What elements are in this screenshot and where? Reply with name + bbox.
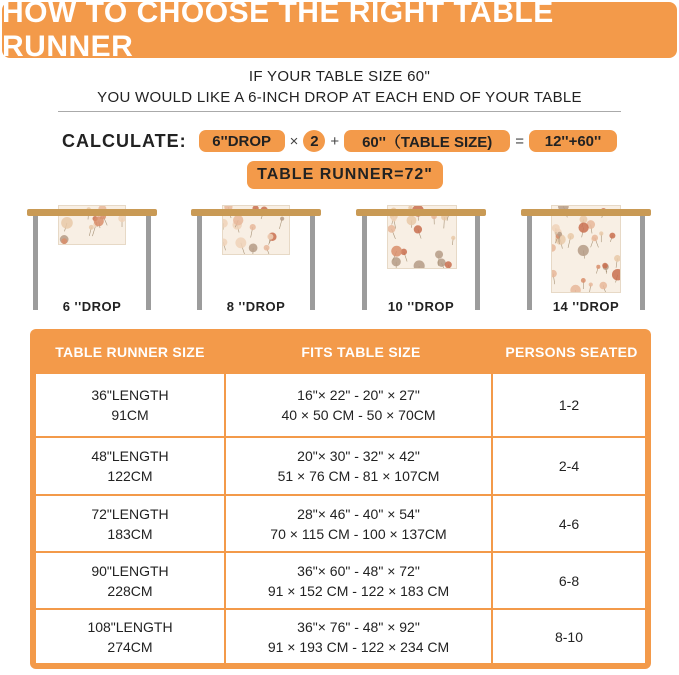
runner-size-cell [36,438,224,494]
intro-line-1: IF YOUR TABLE SIZE 60" [248,68,431,85]
drop-label: 14 ''DROP [552,299,620,314]
runner-length-in: 36"LENGTH [91,387,169,403]
flower [581,278,586,283]
flower [599,231,603,235]
flower [589,282,593,286]
flower [612,269,620,280]
flower [249,244,258,253]
flower [61,238,67,244]
runner-length-in: 72"LENGTH [91,505,169,522]
persons-seated: 4-6 [558,515,580,532]
persons-cell [493,438,645,494]
drop-label: 10 ''DROP [387,299,455,314]
drop-label: 8 ''DROP [226,299,286,314]
drop-illustration [27,205,157,315]
fits-size-cell [226,496,491,551]
divider [58,111,621,112]
header-runner-size: TABLE RUNNER SIZE [55,343,205,360]
persons-cell [493,374,645,436]
flower [445,261,452,268]
plus-sign: + [330,132,340,150]
calculation [62,128,617,154]
flower [580,216,588,224]
table-leg [475,216,480,310]
persons-cell [493,553,645,608]
runner-length-cm: 91CM [111,407,149,423]
flower [414,225,422,233]
flower [435,251,443,259]
flower [552,270,557,277]
persons-seated: 8-10 [554,628,584,645]
flower [570,285,581,292]
flower [264,245,270,251]
flower [567,233,574,240]
persons-cell [493,610,645,663]
fits-size-cm: 91 × 152 CM - 122 × 183 CM [267,582,450,599]
table-top [27,209,157,216]
flower [250,224,256,230]
drop-illustration [191,205,321,315]
flower [602,263,608,269]
runner-size-cell [36,553,224,608]
flower [61,217,73,229]
flower [280,217,284,221]
flower [592,235,598,241]
intro-line-2: YOU WOULD LIKE A 6-INCH DROP AT EACH END OF YOUR TABLE [97,89,582,106]
fits-size-cell [226,438,491,494]
table-leg [527,216,532,310]
flower [599,282,607,290]
title-banner [2,0,677,63]
size-table [30,329,651,669]
runner-length-cm: 122CM [107,468,153,484]
calc-label: CALCULATE: [62,130,187,151]
table-leg [146,216,151,310]
runner-length-cm: 274CM [107,638,153,655]
persons-seated: 6-8 [558,572,580,589]
fits-size-cell [226,374,491,436]
flower [391,246,402,257]
header-fits-table-size: FITS TABLE SIZE [301,343,421,360]
table-body [36,374,645,663]
flower [94,216,104,226]
fits-size-in: 16"× 22" - 20" × 27" [297,387,420,403]
runner-length-cm: 228CM [107,582,153,599]
flower [235,237,246,248]
table-top [191,209,321,216]
persons-cell [493,496,645,551]
fits-size-in: 28"× 46" - 40" × 54" [297,505,420,522]
floral-pattern [552,206,620,292]
flower [614,255,620,262]
flower [552,244,556,252]
sum-pill: 12''+60'' [529,130,617,152]
table-leg [197,216,202,310]
table-leg [310,216,315,310]
multiplier-pill: 2 [303,130,325,152]
fits-size-in: 20"× 30" - 32" × 42" [297,448,420,464]
flower [451,236,455,240]
flower [388,225,395,233]
flower [391,217,396,222]
runner-length-in: 108"LENGTH [87,618,173,635]
runner-size-cell [36,374,224,436]
runner-length-in: 48"LENGTH [91,448,169,464]
runner-length-cm: 183CM [107,525,153,542]
drop-pill: 6''DROP [199,130,285,152]
fits-size-in: 36"× 76" - 48" × 92" [297,618,420,635]
runner-length-in: 90"LENGTH [91,562,169,579]
result-pill: TABLE RUNNER=72" [247,161,443,189]
drop-illustration [356,205,486,315]
flower [578,222,588,232]
runner-size-cell [36,496,224,551]
flower [552,224,560,232]
fits-size-cell [226,610,491,663]
fits-size-cell [226,553,491,608]
flower [223,219,228,228]
times-sign: × [289,132,299,150]
fits-size-cm: 70 × 115 CM - 100 × 137CM [270,525,447,542]
drop-illustration [521,205,651,315]
flower [414,260,425,268]
flower [392,257,401,266]
table-top [521,209,651,216]
flower [233,215,243,225]
flower [557,232,562,237]
flower [407,215,417,225]
flower [578,245,589,256]
equals-sign: = [515,132,524,150]
flower [596,265,600,269]
table-size-pill: 60''（TABLE SIZE) [344,130,510,152]
table-leg [640,216,645,310]
flower [223,238,227,246]
fits-size-cm: 91 × 193 CM - 122 × 234 CM [267,638,450,655]
persons-seated: 1-2 [558,397,580,413]
flower [267,234,273,240]
table-leg [33,216,38,310]
page-title: HOW TO CHOOSE THE RIGHT TABLE RUNNER [2,0,554,63]
fits-size-cm: 51 × 76 CM - 81 × 107CM [277,468,440,484]
flower [609,233,615,239]
intro-text [0,66,679,108]
table-top [356,209,486,216]
drop-label: 6 ''DROP [62,299,122,314]
table-leg [362,216,367,310]
fits-size-in: 36"× 60" - 48" × 72" [297,562,420,579]
persons-seated: 2-4 [558,458,580,474]
fits-size-cm: 40 × 50 CM - 50 × 70CM [281,407,436,423]
floral-runner-image [551,205,621,293]
flower [89,225,94,230]
runner-size-cell [36,610,224,663]
header-persons-seated: PERSONS SEATED [505,343,638,360]
